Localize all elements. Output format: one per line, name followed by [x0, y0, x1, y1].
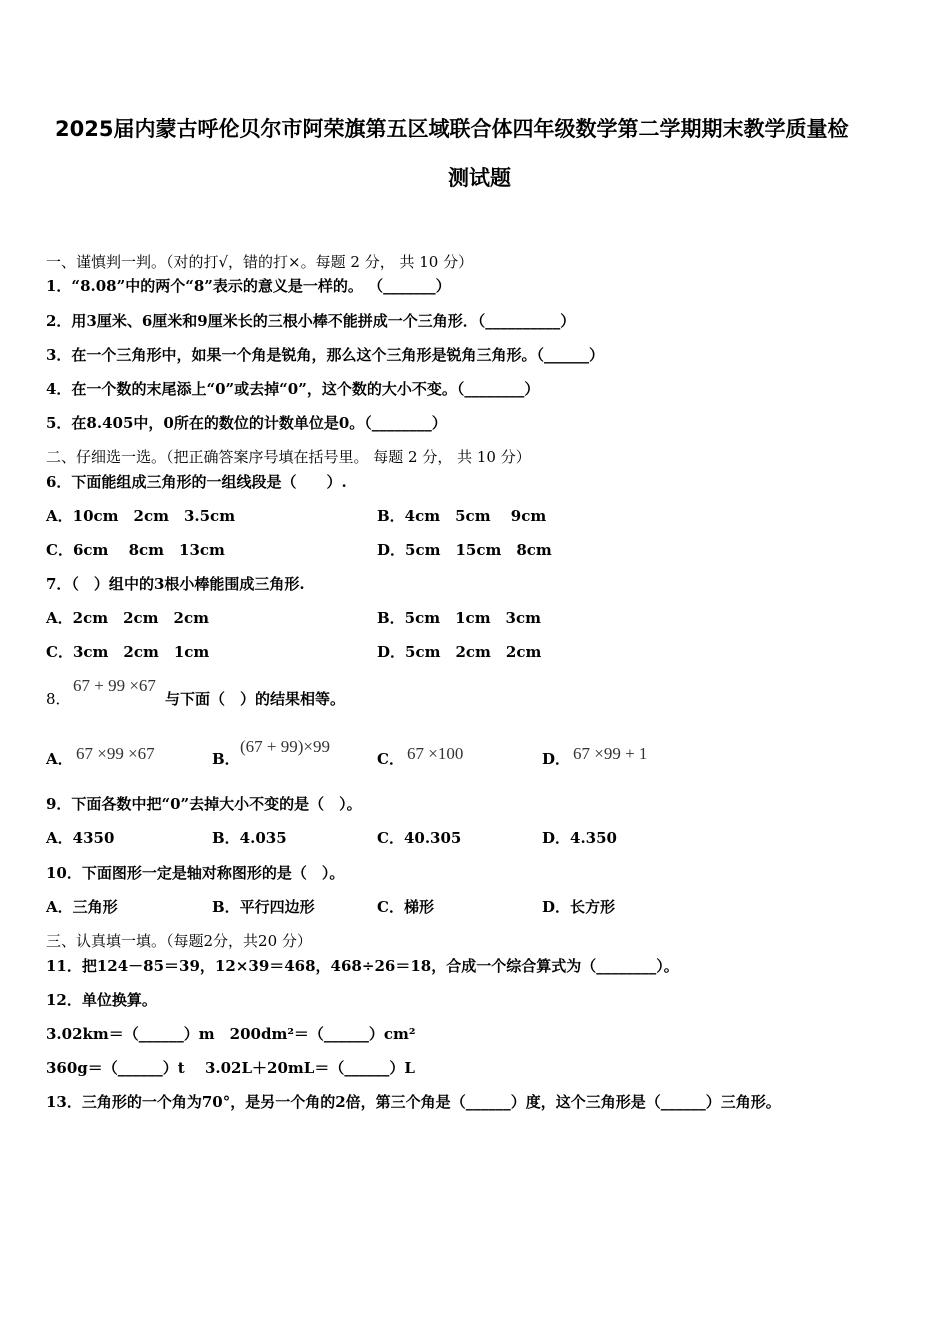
question-3: 3．在一个三角形中，如果一个角是锐角，那么这个三角形是锐角三角形。（______） — [46, 346, 604, 364]
title-line1: 2025届内蒙古呼伦贝尔市阿荣旗第五区域联合体四年级数学第二学期期末教学质量检 — [55, 117, 849, 141]
option: D．4.350 — [542, 829, 617, 847]
option: B．4cm 5cm 9cm — [377, 507, 547, 525]
question-12-part-a: 3.02km＝（______）m 200dm²＝（______）cm² — [46, 1025, 416, 1043]
option-expression: 67 ×99 ×67 — [76, 744, 155, 763]
option: C．3cm 2cm 1cm — [46, 643, 210, 661]
section3-heading: 三、认真填一填。（每题2分，共20 分） — [46, 932, 312, 950]
question-2: 2．用3厘米、6厘米和9厘米长的三根小棒不能拼成一个三角形．（__________） — [46, 312, 576, 330]
option-label: D． — [542, 750, 571, 768]
option: B．平行四边形 — [212, 898, 315, 916]
question-1: 1．“8.08”中的两个“8”表示的意义是一样的。 （_______） — [46, 277, 451, 295]
option: C．40.305 — [377, 829, 462, 847]
question-4: 4．在一个数的末尾添上“0”或去掉“0”，这个数的大小不变。（________） — [46, 380, 540, 398]
question-10: 10．下面图形一定是轴对称图形的是（ ）。 — [46, 864, 345, 882]
option-label: A． — [46, 750, 73, 768]
section2-heading: 二、仔细选一选。（把正确答案序号填在括号里。 每题 2 分， 共 10 分） — [46, 448, 531, 466]
option: D．5cm 2cm 2cm — [377, 643, 542, 661]
option: D．长方形 — [542, 898, 616, 916]
option: A．10cm 2cm 3.5cm — [46, 507, 236, 525]
option: B．4.035 — [212, 829, 287, 847]
question-12-part-b: 360g＝（______）t 3.02L＋20mL＝（______）L — [46, 1059, 415, 1077]
question-6: 6．下面能组成三角形的一组线段是（ ）. — [46, 473, 347, 491]
question-12: 12．单位换算。 — [46, 991, 157, 1009]
section1-heading: 一、谨慎判一判。（对的打√，错的打×。每题 2 分， 共 10 分） — [46, 253, 474, 271]
option-label: B． — [212, 750, 240, 768]
question-11: 11．把124－85＝39，12×39＝468，468÷26＝18，合成一个综合算式为（________）。 — [46, 957, 679, 975]
question-9: 9．下面各数中把“0”去掉大小不变的是（ ）。 — [46, 795, 362, 813]
question-8: 与下面（ ）的结果相等。 — [165, 690, 346, 708]
option: A．4350 — [46, 829, 115, 847]
option-expression: (67 + 99)×99 — [240, 737, 330, 756]
title-line2: 测试题 — [448, 166, 511, 190]
option-label: C． — [377, 750, 404, 768]
option-expression: 67 ×100 — [407, 744, 464, 763]
option: B．5cm 1cm 3cm — [377, 609, 542, 627]
option: D．5cm 15cm 8cm — [377, 541, 552, 559]
option: C．6cm 8cm 13cm — [46, 541, 225, 559]
option: A．三角形 — [46, 898, 118, 916]
question-8-number: 8． — [46, 690, 71, 708]
question-5: 5．在8.405中，0所在的数位的计数单位是0。（________） — [46, 414, 447, 432]
option-expression: 67 ×99 + 1 — [573, 744, 648, 763]
question-7: 7．（ ）组中的3根小棒能围成三角形. — [46, 575, 305, 593]
option: A．2cm 2cm 2cm — [46, 609, 209, 627]
option: C．梯形 — [377, 898, 434, 916]
question-13: 13．三角形的一个角为70°，是另一个角的2倍，第三个角是（______）度，这个三角形是（______）三角形。 — [46, 1093, 781, 1111]
question-8-expression: 67 + 99 ×67 — [73, 676, 156, 695]
